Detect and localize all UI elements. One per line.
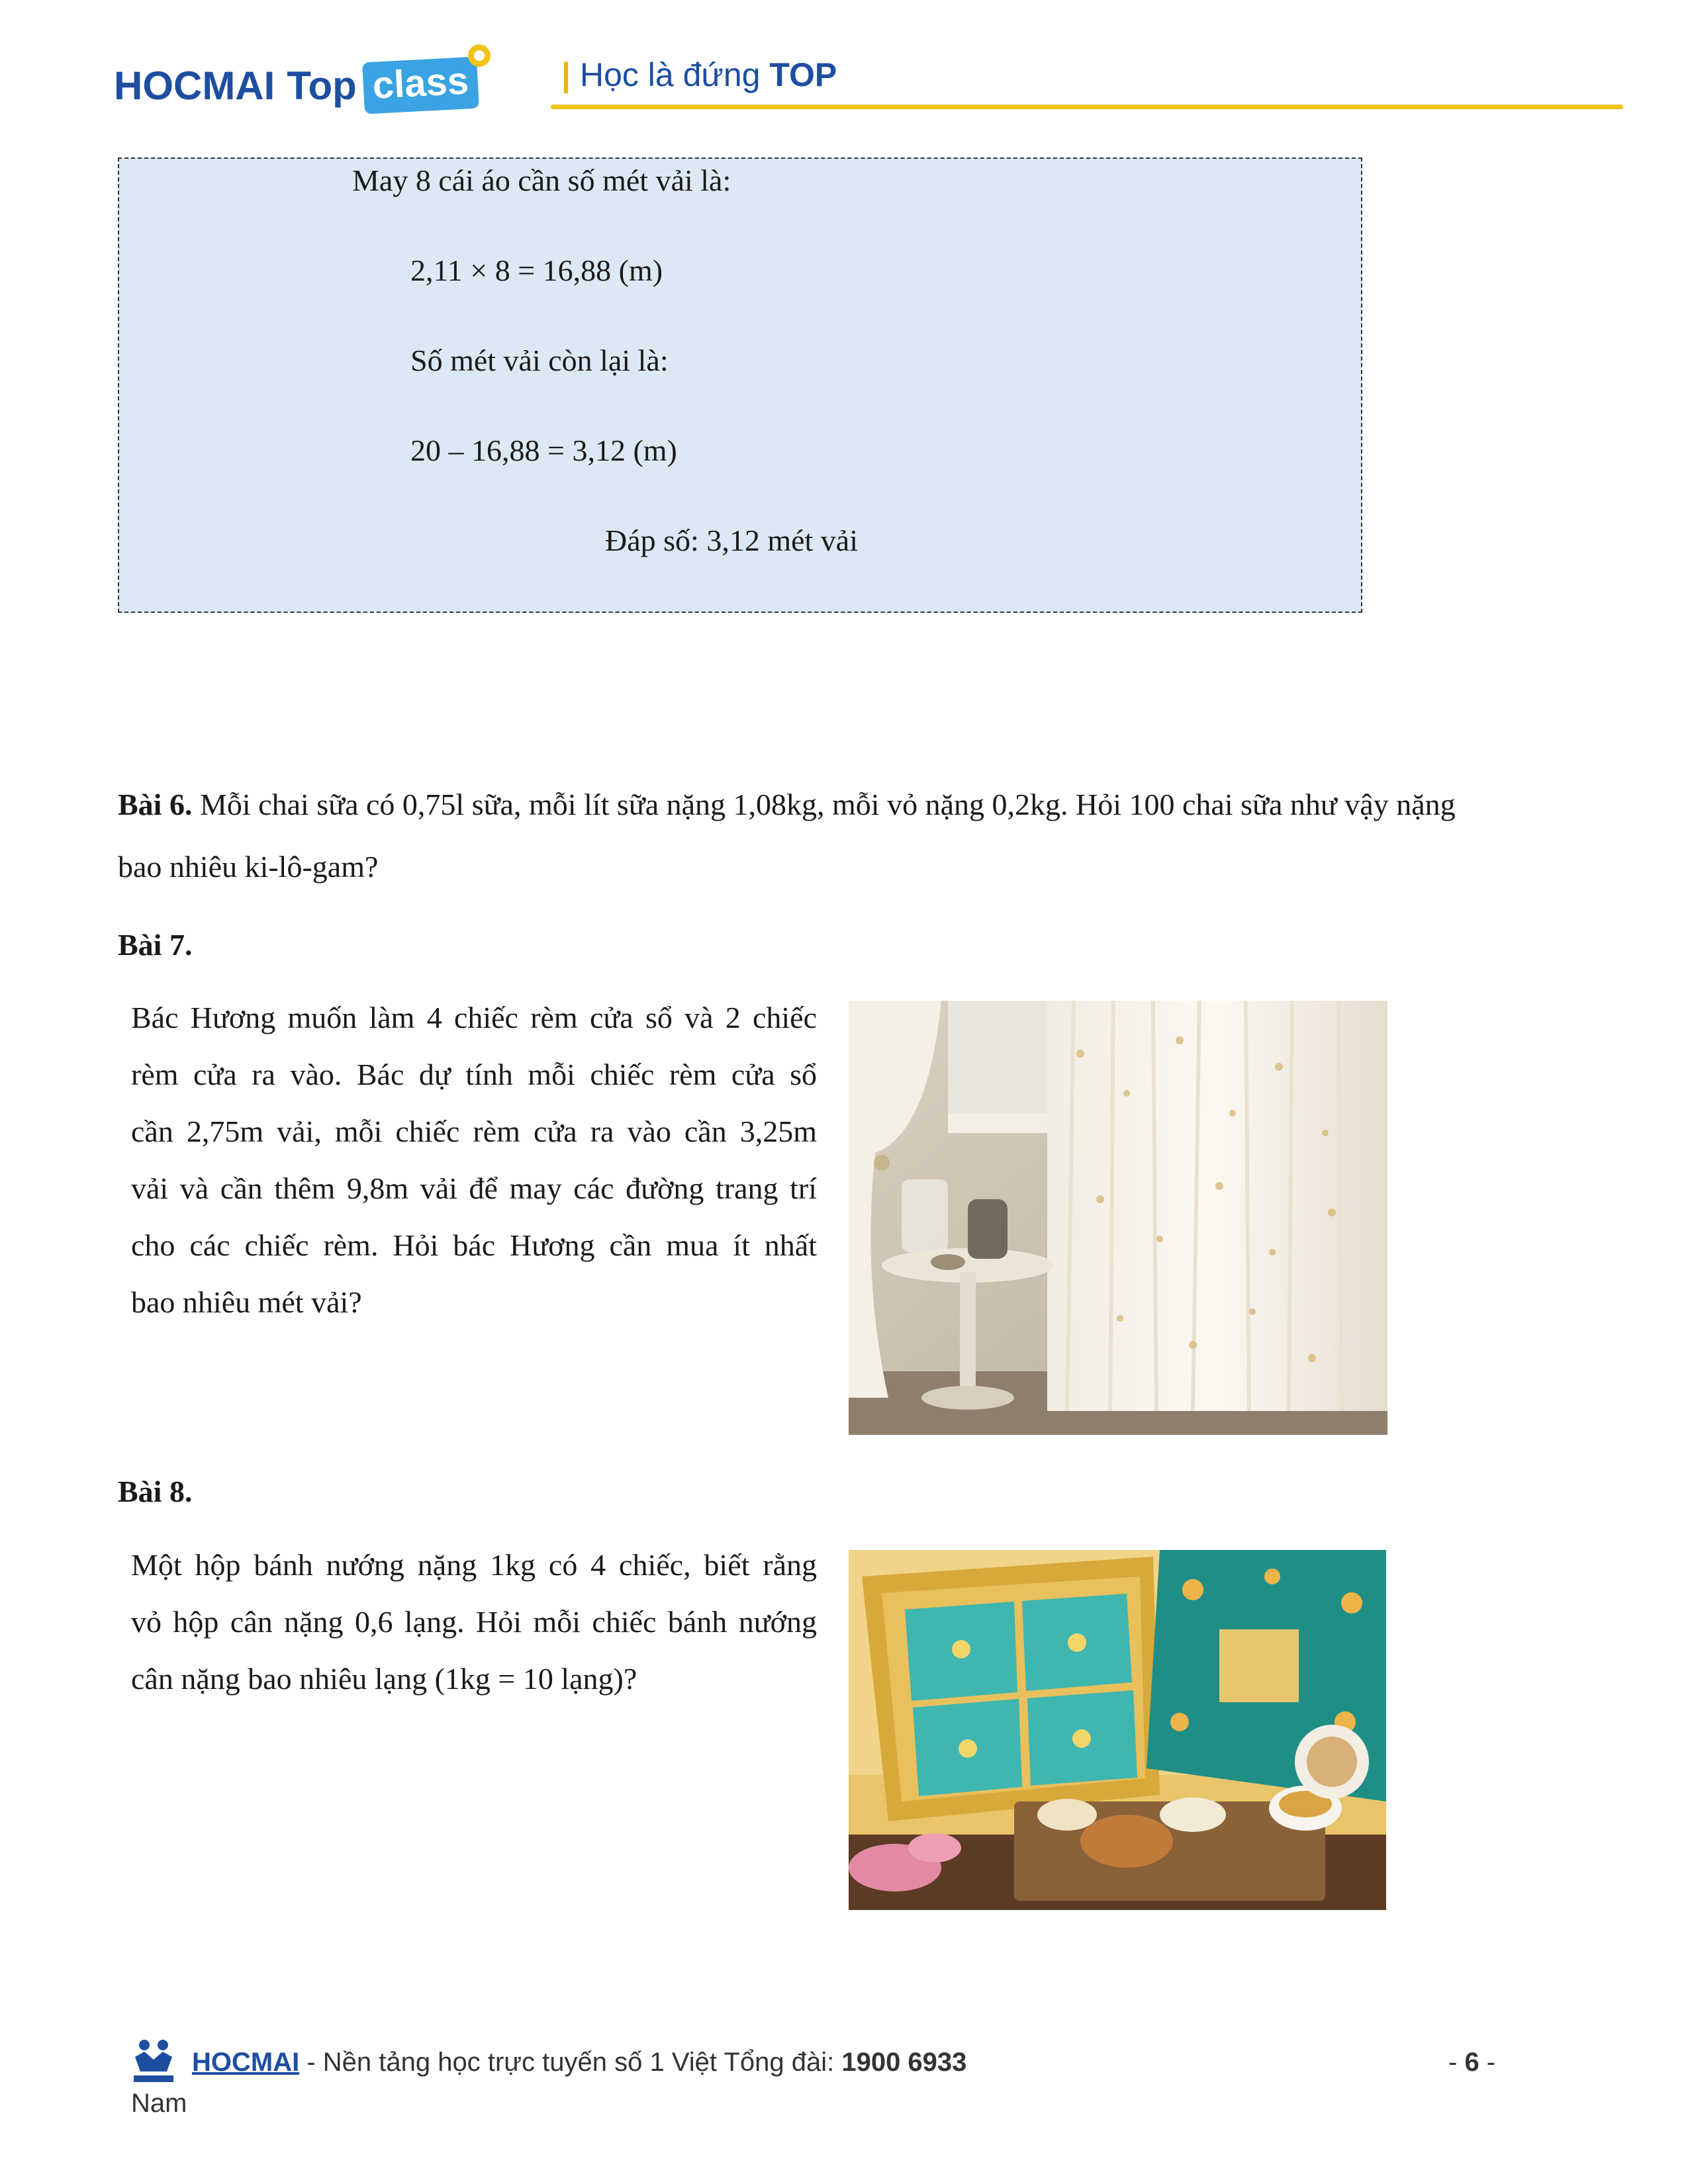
footer-hotline-label: Tổng đài: [724,2048,842,2077]
hocmai-topclass-logo [114,56,478,115]
hocmai-footer-icon [131,2037,176,2085]
logo-hocmai-text: HOCMAI [114,63,275,108]
page-number [1448,2048,1495,2077]
page-prefix: - [1448,2048,1465,2077]
exercise-6-line-1 [118,786,1568,823]
logo-top-text: Top [287,63,357,108]
footer-description-wrap: Nam [131,2089,187,2118]
exercise-7-text [131,989,817,1331]
mooncake-illustration [849,1550,1386,1910]
solution-line-1: May 8 cái áo cần số mét vải là: [352,163,731,197]
exercise-7-line: cho các chiếc rèm. Hỏi bác Hương cần mua ít nhất [131,1228,817,1262]
exercise-6-line-2: bao nhiêu ki-lô-gam? [118,850,379,884]
exercise-8-label: Bài 8. [118,1475,193,1508]
solution-line-3: Số mét vải còn lại là: [410,343,669,377]
logo-class-text: class [362,57,479,114]
page-number-value: 6 [1464,2048,1479,2077]
exercise-7-line: Bác Hương muốn làm 4 chiếc rèm cửa sổ và 2 chiếc [131,1001,817,1034]
exercise-8-line: cân nặng bao nhiêu lạng (1kg = 10 lạng)? [131,1662,637,1696]
exercise-8-text [131,1537,817,1707]
curtain-photo [849,1001,1387,1435]
exercise-7-line: rèm cửa ra vào. Bác dự tính mỗi chiếc rèm cửa sổ [131,1058,817,1091]
exercise-7-line: cần 2,75m vải, mỗi chiếc rèm cửa ra vào cần 3,25m [131,1115,817,1148]
footer-hotline: 1900 6933 [841,2048,967,2077]
tagline-text: Học là đứng [580,56,770,93]
page-suffix: - [1479,2048,1496,2077]
exercise-7-line: bao nhiêu mét vải? [131,1285,362,1319]
logo-class-badge [363,60,478,111]
header-tagline [561,56,837,94]
tagline-divider: | [561,56,571,93]
solution-answer: Đáp số: 3,12 mét vải [605,523,858,557]
footer-brand-link[interactable]: HOCMAI [192,2048,300,2077]
solution-line-4: 20 – 16,88 = 3,12 (m) [410,433,677,467]
footer-description: - Nền tảng học trực tuyến số 1 Việt [299,2048,724,2077]
exercise-8-line: vỏ hộp cân nặng 0,6 lạng. Hỏi mỗi chiếc bánh nướng [131,1605,817,1639]
exercise-7-label: Bài 7. [118,928,193,962]
header-underline [551,105,1623,109]
exercise-6-label: Bài 6. [118,788,193,821]
exercise-7-line: vải và cần thêm 9,8m vải để may các đường trang trí [131,1171,817,1205]
solution-box [118,158,1362,613]
solution-line-2: 2,11 × 8 = 16,88 (m) [410,253,663,287]
mooncake-box-photo [849,1550,1386,1910]
tagline-top: TOP [769,56,837,93]
exercise-8-line: Một hộp bánh nướng nặng 1kg có 4 chiếc, biết rằng [131,1548,817,1582]
curtain-illustration [849,1001,1387,1435]
page-header [114,41,1504,120]
star-icon [466,42,492,69]
exercise-6-text: Mỗi chai sữa có 0,75l sữa, mỗi lít sữa nặng 1,08kg, mỗi vỏ nặng 0,2kg. Hỏi 100 chai sữa như vậy nặng [199,788,1456,821]
footer-info [192,2048,966,2077]
